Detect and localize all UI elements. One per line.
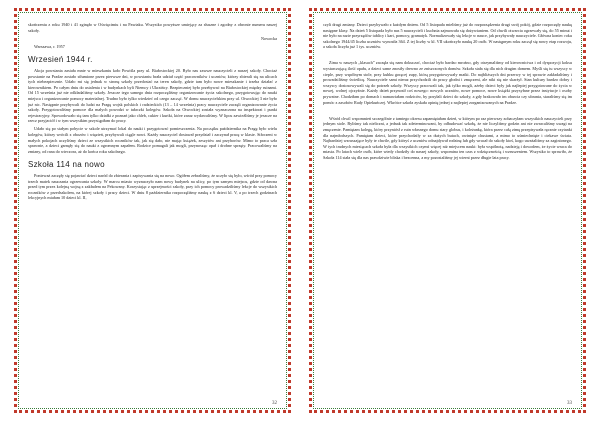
section-heading-wrzesien: Wrzesień 1944 r. <box>28 55 93 65</box>
left-page-content <box>28 22 277 397</box>
body-paragraph: Wśród chwil wspomnień szczególnie z tamtego okresu zapamiętałam dzień, w którym po raz pierwszy zobaczyłam wszystkich nauczycieli przy jednym stole. Byliśmy tak nieliczni, a jednak tak zdeterminowani, by odbudować szkołę, że nie liczyliśmy godzin ani nie zwracaliśmy uwagi na zmęczenie. Pamiętam kolegę, który przyniósł z ruin własnego domu stary globus, i koleżankę, która przez całą zimę przepisywała ręcznie czytanki dla najmłodszych. Pamiętam dzieci, które przychodziły w za dużych butach, owinięte chustami, a mimo to uśmiechnięte i ciekawe świata. Najbardziej wzruszające były te chwile, gdy któryś z uczniów odnajdywał rodzinę lub gdy wracał do szkoły ktoś, kogo uważaliśmy za zaginionego. W tych trudnych miesiącach szkoła była dla wszystkich czymś więcej niż miejscem nauki: była wspólnotą, nadzieją i dowodem, że życie wraca do miasta. Po latach wiele osób, które wtedy chodziły do naszej szkoły, wspomina ten czas z wdzięcznością i wzruszeniem. Wszystko to sprawiło, że Szkoła 114 stała się dla nas prawdziwie bliska i bezcenna, a my pozostaliśmy jej wierni przez długie lata pracy. <box>323 115 572 160</box>
page-number: 33 <box>567 401 572 406</box>
body-paragraph: czyli drugi zmiany. Dzieci przybywało z każdym dniem. Od 5 listopada mieliśmy już do rozporządzenia drugi swój pokój, gdzie rozpoczęły naukę następne klasy. Na dzień 5 listopada było nas 5 nauczycieli i kuchnia zajmowała się dożywianiem. Od chwili otwarcia ogrzewały się, do 55 minut i nie było na razie przyrządów tablicy i kart, pomocy, gramatyk. Normalizowały się lekcje w nauce, jak przybywały nauczyciele. Główna koniec roku szkolnego 1944/45 liczba uczniów wynosiła 364. Z tej liczby w kl. VII ukończyło naukę 20 osób. W następnym roku zaczął się nowy etap rozwoju, a szkoła liczyła już 1 tys. uczniów. <box>323 22 572 50</box>
paragraph-gap <box>323 108 572 116</box>
right-page-content <box>323 22 572 397</box>
page-number: 32 <box>272 401 277 406</box>
body-paragraph: Udało się po stałym pobycie w szkole utrzymać lokal do nauki i przygotować pomieszczenia. Na początku października na Pragę było wielu kolegów, którzy wrócili z obozów i więzień, przybywali ciągle nowi. Każdy nauczyciel dostawał przydział i zaczynał pracę w klasie. Stłoczeni w małych pokojach uczyliśmy dzieci ze wszystkich roczników tak, jak się dało, nie mając książek, zeszytów ani przyborów. Mimo to praca szła sprawnie, a dzieci garnęły się do nauki z ogromnym zapałem. Rodzice pomagali jak mogli, przynosząc opał i drobne sprzęty. Pracowaliśmy na zmiany, od rana do wieczora, aż do końca roku szkolnego. <box>28 126 277 154</box>
section-heading-szkola: Szkoła 114 na nowo <box>28 160 105 170</box>
paragraph-gap <box>323 52 572 60</box>
signature: Nowocka <box>260 35 277 41</box>
place-date: Warszawa, r. 1957 <box>34 43 65 49</box>
left-page <box>14 8 291 413</box>
body-paragraph: Ponieważ zaczęły się pojawiać dzieci naród do zbierania i zapisywania się na nowo. Ogółem zebraliśmy, że uczyło się było, wśród przy pomocy trzech matek nauczania ogrzewania szkoły. W marcu miasto wyznaczyło nam nowy budynek na ulicy, po tym samym miejscu, gdzie od dawna przed tym przez kolejną wojną z zakładem na Pekowany. Korzystając z uprzejmości szkoły, przy ich pomocy prowadziliśmy lekcje do wszystkich roczników z przedszkolem, na której szkoły i pracy dzieci. W dniu 8 października rozpoczęliśmy naukę z 6 dzieci kl. V, a po trzech godzinach lekcyjnych miałam 10 dzieci kl. II, <box>28 172 277 201</box>
body-paragraph: Zima w naszych „klasach” zaczęła się nam dokuczać, chociaż było bardzo mroźno, gdy otrzymaliśmy od kierownictwa i od dyspozycji koksu wystarczającą ilość opału, a dzieci same znosiły drewno ze zniszczonych domów. Szkoła stała się dla nich drugim domem. Myśli się tu wszyscy w cieple, przy wspólnym stole, przy kubku gorącej zupy, którą przygotowywały matki. Do najbliższych dni przerwy w tej sprawie zakładaliśmy i prowadziliśmy świetlicę. Nauczyciele sami nieraz przychodzili do pracy głodni i zmęczeni, ale nikt się nie skarżył. Stan kultury bardzo dobry i wszyscy dostosowywali się do potrzeb szkoły. Wszyscy pracowali tak, jak tylko mogli, ażeby dzieci były jak najlepiej przygotowane do życia w nowej, wolnej ojczyźnie. Każdy dzień przynosił coś nowego: nowych uczniów, nowe pomoce, nowe książki przysyłane przez instytucje i osoby prywatne. Chodziłam po domach i namawiałam rodziców, by posyłali dzieci do szkoły, a gdy brakowało im obuwia czy ubrania, staraliśmy się im pomóc z zasobów Rady Opiekuńczej. Wkrótce szkoła zyskała opinię jednej z najlepiej zorganizowanych na Pradze. <box>323 60 572 105</box>
intro-paragraph: skończeniu z roku 1940 i 41 zginęło w Oświęcimiu i na Pawiaku. Wszystko powyższe umiejący za słuszne i zgodny z obronie numeru naszej szkoły. <box>28 22 277 33</box>
right-page <box>309 8 586 413</box>
body-paragraph: Akcja powstania zastała mnie w mieszkaniu koło Powiśla przy ul. Białostockiej 20. Było nas zawsze nauczycieli z naszej szkoły. Chociaż powstanie na Pradze zostało stłumione przez pierwsze dni, w powstaniu brała udział część pracowników i uczniów, którzy zbierali się na ulicach tych niebezpiecznie. Udało mi się jednak w stronę szkoły przedostać na teren szkoły, gdzie tam było nowe mieszkanie i trzeba działać z kierownikiem. Po całym dniu do ustalenia i w budynkach byli Niemcy i Ukraińcy. Bezpieczniej było przebywać na Białostockiej między ruinami. Od 15 września już nie odkładaliśmy szkoły. Jeszcze tego samego dnia rozpoczęliśmy organizowanie życia szkolnego, przygotowując do nauki miejsca i organizowanie pomocy materialnej. Trudno było tylko wiedzieć od czego zacząć. W domu nauczycielskim przy ul. Otwockiej 3 nie było już nic. Następnie przybywali do ludzi na Pragę wojsk polskich i radzieckich (13 – 14 września) pracy nauczyciele zaczęli organizowanie życia szkoły. Przygotowaliśmy pomoce dla małych powodzi w tułaczki kolegów. Szkoła na Otwockiej została wyznaczona na inspektorat i punkt rejestracyjny. Spowodowało się tam tylko działki z poznań jako chleb, cukier i kurtki, które zaraz wydawaliśmy. W lipcu zawieźliśmy je jeszcze na rzecz przyjaciół i w tym wszystkim przystąpiłam do pracy. <box>28 67 277 124</box>
